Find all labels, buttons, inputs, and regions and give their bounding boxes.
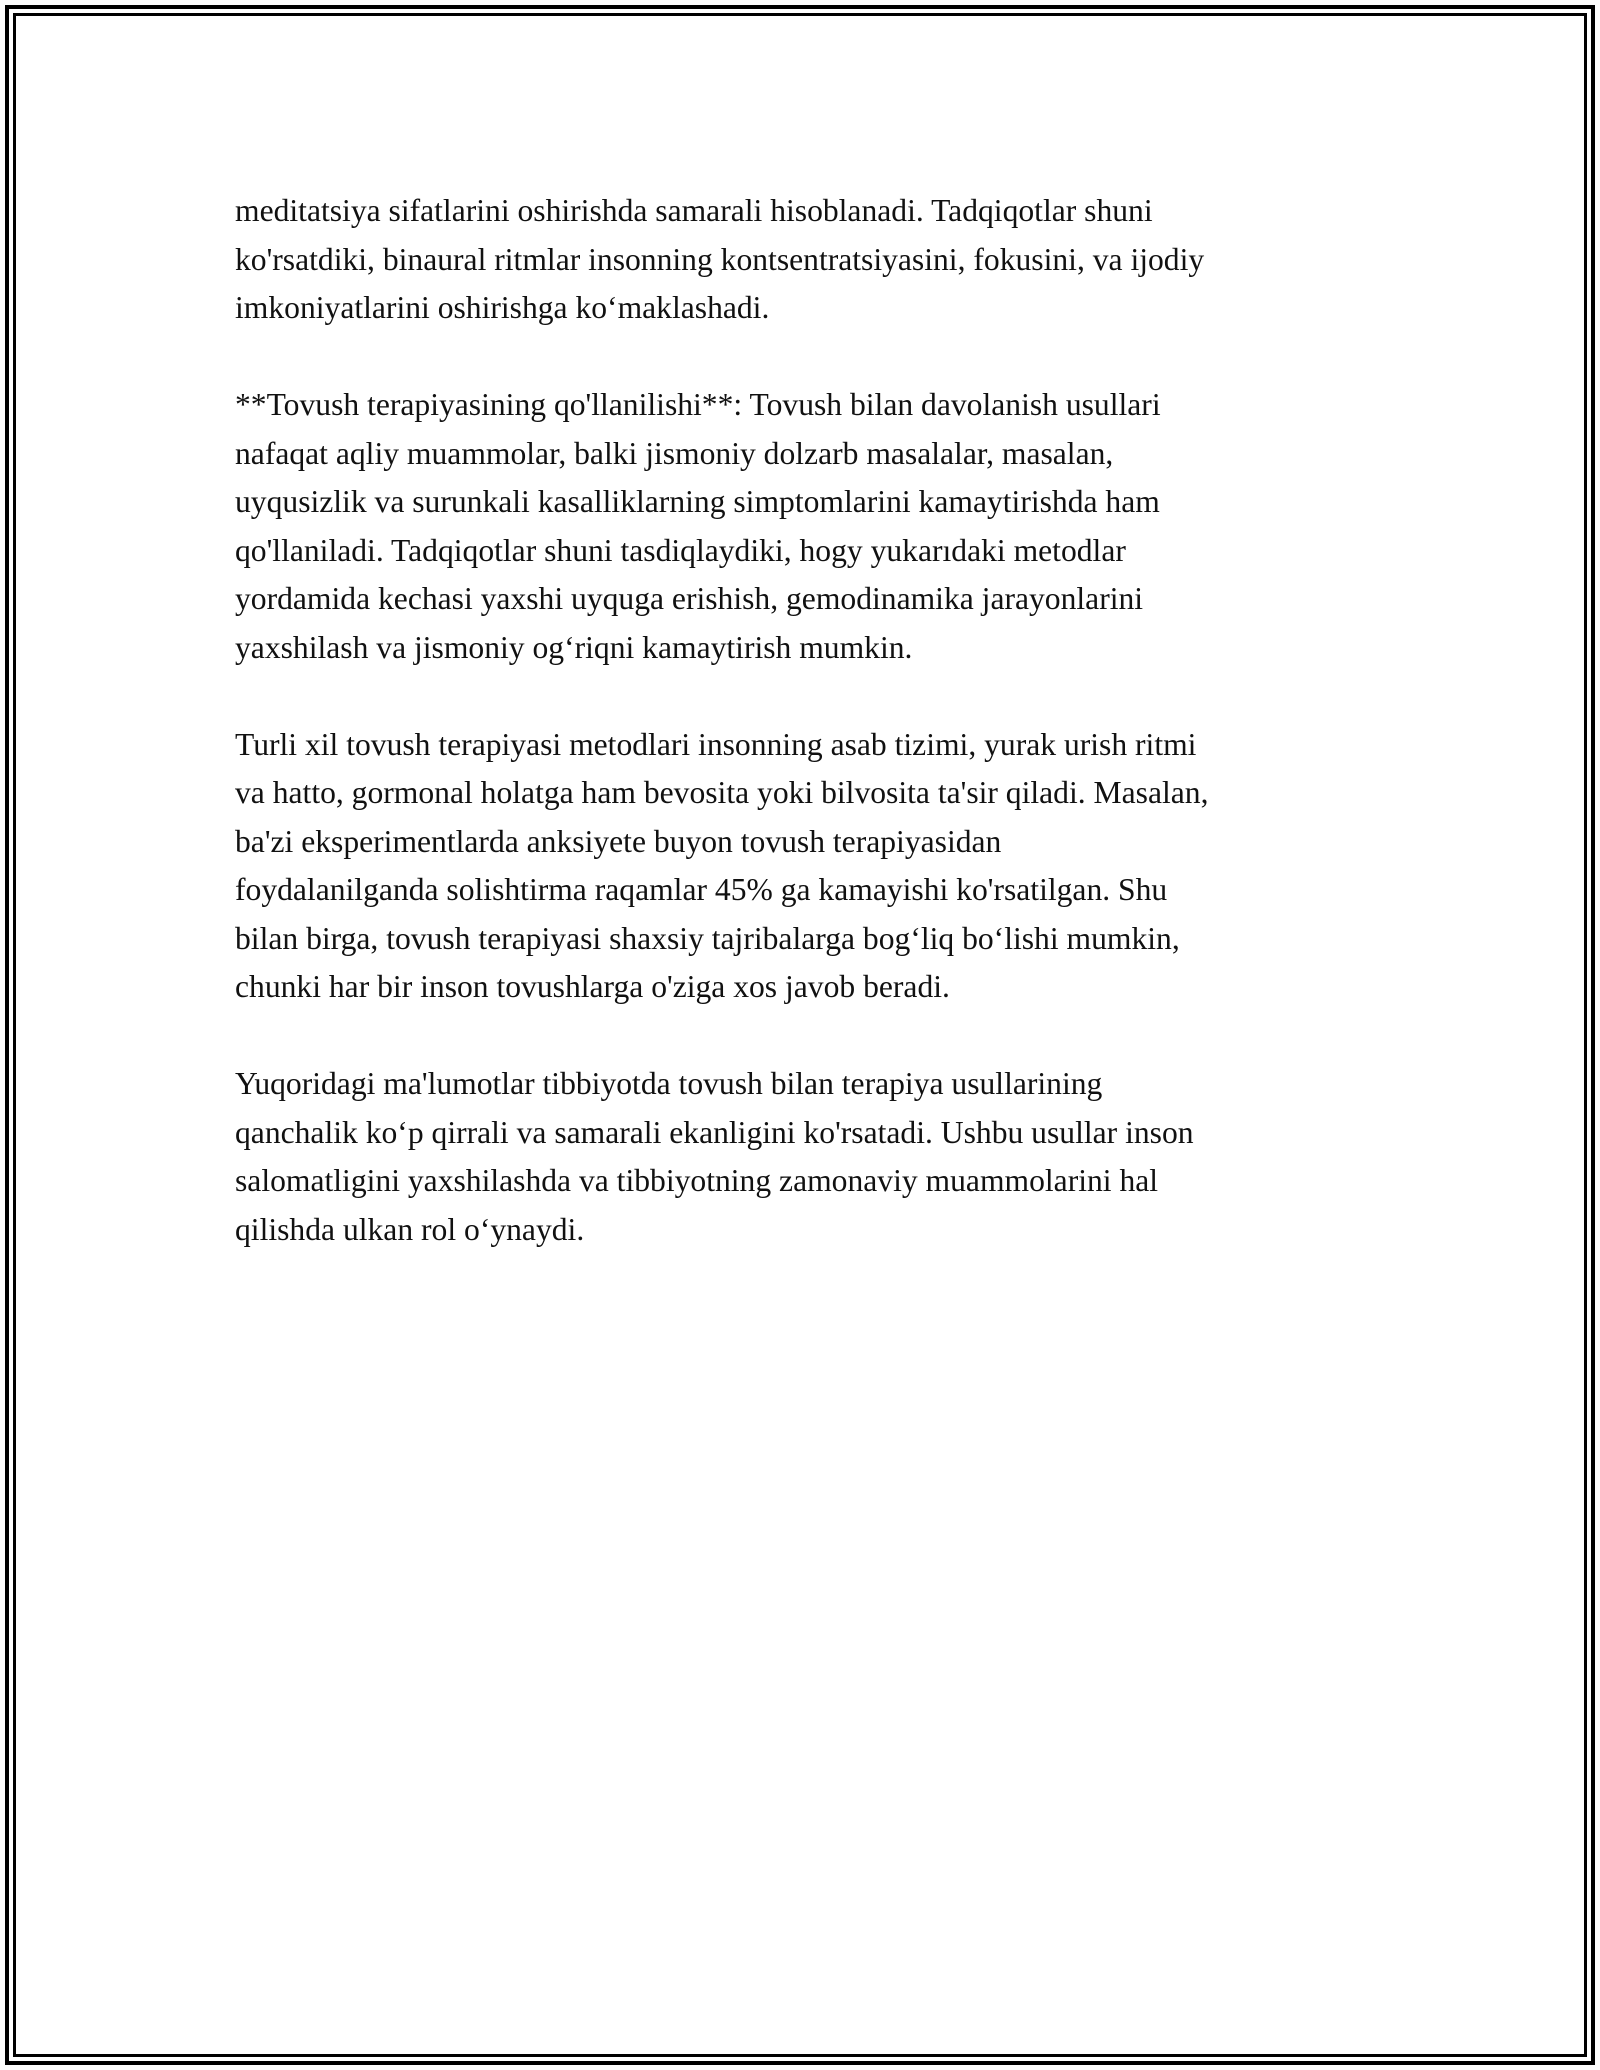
paragraph-therapy-methods-effects: Turli xil tovush terapiyasi metodlari insonning asab tizimi, yurak urish ritmi va hatto, gormonal holatga ham bevosita yoki bilvosita ta'sir qiladi. Masalan, ba'zi eksperimentlarda anksiyete buyon tovush terapiyasidan foydalanilganda solishtirma raqamlar 45% ga kamayishi ko'rsatilgan. Shu bilan birga, tovush terapiyasi shaxsiy tajribalarga bog‘liq bo‘lishi mumkin, chunki har bir inson tovushlarga o'ziga xos javob beradi. <box>235 726 1209 1004</box>
document-body <box>235 187 1385 1303</box>
paragraph-sound-therapy-application: **Tovush terapiyasining qo'llanilishi**: Tovush bilan davolanish usullari nafaqat aqliy muammolar, balki jismoniy dolzarb masalalar, masalan, uyqusizlik va surunkali kasalliklarning simptomlarini kamaytirishda ham qo'llaniladi. Tadqiqotlar shuni tasdiqlaydiki, hogy yukarıdaki metodlar yordamida kechasi yaxshi uyquga erishish, gemodinamika jarayonlarini yaxshilash va jismoniy og‘riqni kamaytirish mumkin. <box>235 387 1161 665</box>
paragraph-conclusion: Yuqoridagi ma'lumotlar tibbiyotda tovush bilan terapiya usullarining qanchalik ko‘p qirrali va samarali ekanligini ko'rsatadi. Ushbu usullar inson salomatligini yaxshilashda va tibbiyotning zamonaviy muammolarini hal qilishda ulkan rol o‘ynaydi. <box>235 1066 1194 1247</box>
paragraph-binaural-rhythms: meditatsiya sifatlarini oshirishda samarali hisoblanadi. Tadqiqotlar shuni ko'rsatdiki, binaural ritmlar insonning kontsentratsiyasini, fokusini, va ijodiy imkoniyatlarini oshirishga ko‘maklashadi. <box>235 193 1205 325</box>
